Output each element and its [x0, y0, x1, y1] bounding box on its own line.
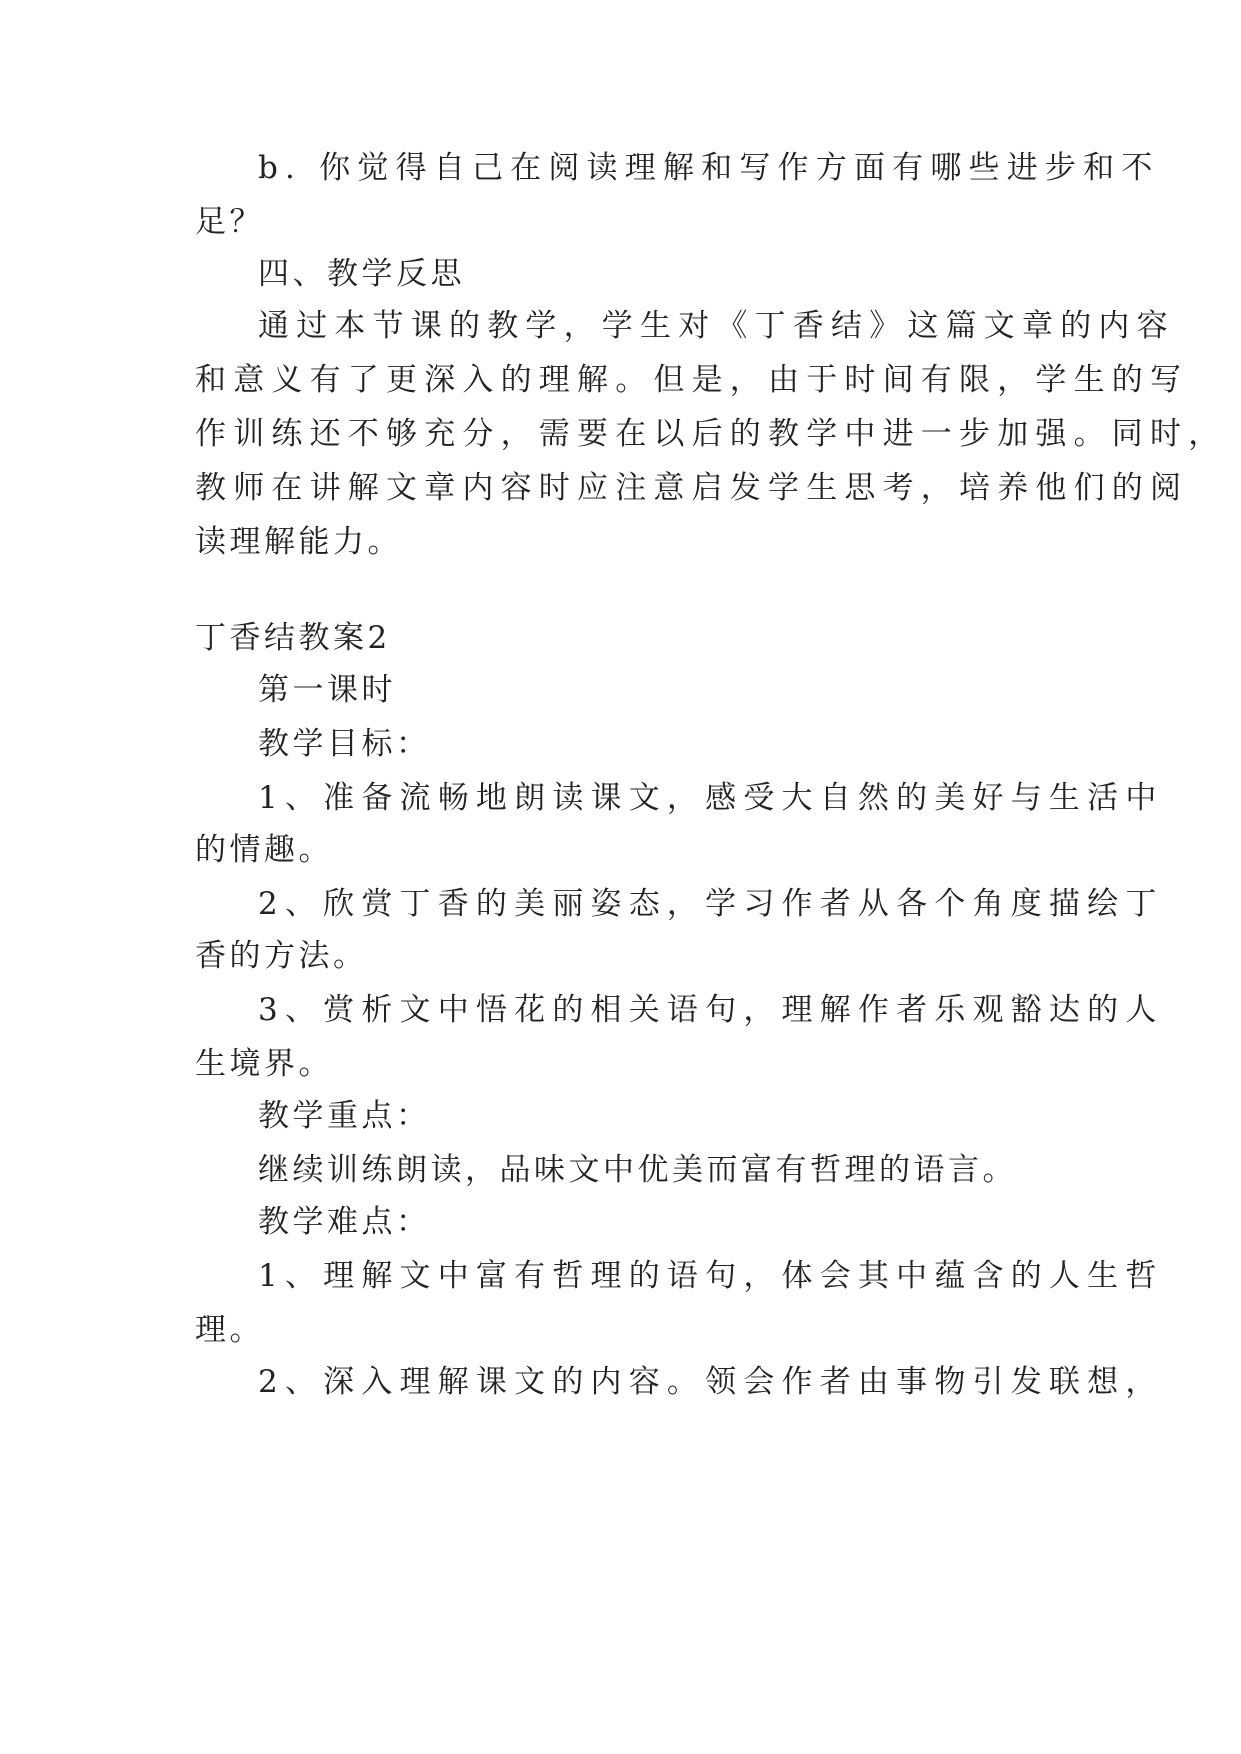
section-heading: 教学目标：	[258, 726, 431, 762]
document-title: 丁香结教案2	[195, 620, 391, 656]
section-heading: 四、教学反思	[258, 256, 465, 292]
text-line: 香的方法。	[195, 938, 368, 974]
text-line: b. 你觉得自己在阅读理解和写作方面有哪些进步和不	[258, 150, 1160, 186]
text-line: 理。	[195, 1312, 264, 1348]
text-line: 通过本节课的教学，学生对《丁香结》这篇文章的内容	[258, 308, 1175, 344]
text-line: 足？	[195, 204, 264, 240]
text-line: 的情趣。	[195, 832, 333, 868]
text-line: 3、赏析文中悟花的相关语句，理解作者乐观豁达的人	[258, 992, 1164, 1028]
text-line: 1、理解文中富有哲理的语句，体会其中蕴含的人生哲	[258, 1258, 1164, 1294]
section-heading: 教学难点：	[258, 1204, 431, 1240]
text-line: 读理解能力。	[195, 524, 402, 560]
text-line: 继续训练朗读，品味文中优美而富有哲理的语言。	[258, 1152, 1017, 1188]
text-line: 2、欣赏丁香的美丽姿态，学习作者从各个角度描绘丁	[258, 886, 1164, 922]
section-heading: 教学重点：	[258, 1098, 431, 1134]
text-line: 1、准备流畅地朗读课文，感受大自然的美好与生活中	[258, 780, 1164, 816]
text-line: 生境界。	[195, 1046, 333, 1082]
text-line: 和意义有了更深入的理解。但是，由于时间有限，学生的写	[195, 362, 1189, 398]
text-line: 作训练还不够充分，需要在以后的教学中进一步加强。同时，	[195, 416, 1227, 452]
text-line: 2、深入理解课文的内容。领会作者由事物引发联想，	[258, 1364, 1164, 1400]
text-line: 教师在讲解文章内容时应注意启发学生思考，培养他们的阅	[195, 470, 1189, 506]
section-heading: 第一课时	[258, 672, 396, 708]
